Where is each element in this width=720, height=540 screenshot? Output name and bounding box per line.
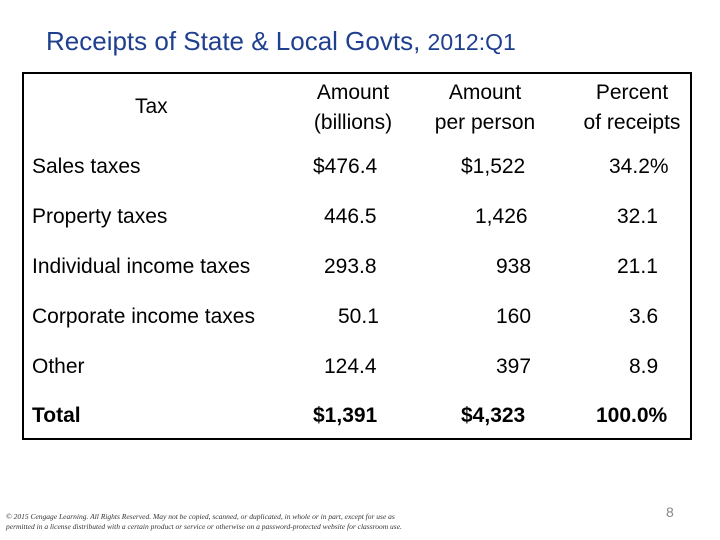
row-label: Other xyxy=(32,355,85,378)
row-percent: 3.6 xyxy=(629,305,659,328)
row-percent: 34.2% xyxy=(609,155,669,178)
header-amount-line1: Amount xyxy=(316,81,390,104)
header-percent-line1: Percent xyxy=(595,81,669,104)
row-label: Individual income taxes xyxy=(32,255,251,278)
header-percent xyxy=(568,78,696,138)
copyright-line2: permitted in a license distributed with a certain product or service or otherwise on a password-protected website for classroom use. xyxy=(6,522,402,531)
row-label: Property taxes xyxy=(32,205,168,228)
row-amount: $476.4 xyxy=(313,155,378,178)
header-per-person-line2: per person xyxy=(434,111,536,134)
row-per-person: 938 xyxy=(496,255,532,278)
row-percent: 32.1 xyxy=(617,205,658,228)
row-amount: 446.5 xyxy=(324,205,377,228)
row-percent: 8.9 xyxy=(629,355,659,378)
row-amount: 293.8 xyxy=(324,255,377,278)
header-per-person xyxy=(420,78,550,138)
row-per-person: 160 xyxy=(496,305,532,328)
slide-title-period: 2012:Q1 xyxy=(427,29,516,55)
slide-title-main: Receipts of State & Local Govts, xyxy=(46,26,428,56)
row-percent-total: 100.0% xyxy=(596,404,668,427)
slide-title xyxy=(46,26,516,57)
header-amount-line2: (billions) xyxy=(313,111,393,134)
row-amount-total: $1,391 xyxy=(313,404,378,427)
page-number: 8 xyxy=(666,504,674,520)
row-per-person: $1,522 xyxy=(461,155,526,178)
header-tax: Tax xyxy=(135,95,168,118)
row-label: Corporate income taxes xyxy=(32,305,255,328)
row-label-total: Total xyxy=(32,404,81,427)
row-amount: 50.1 xyxy=(338,305,379,328)
copyright-line1: © 2015 Cengage Learning. All Rights Reserved. May not be copied, scanned, or duplicated, in whole or in part, except for use as xyxy=(6,512,395,521)
header-percent-line2: of receipts xyxy=(583,111,681,134)
row-per-person: 1,426 xyxy=(475,205,528,228)
row-percent: 21.1 xyxy=(617,255,658,278)
row-per-person-total: $4,323 xyxy=(461,404,526,427)
row-amount: 124.4 xyxy=(324,355,377,378)
header-amount xyxy=(298,78,408,138)
row-per-person: 397 xyxy=(496,355,532,378)
row-label: Sales taxes xyxy=(32,155,141,178)
copyright-notice xyxy=(6,512,446,532)
header-per-person-line1: Amount xyxy=(448,81,522,104)
